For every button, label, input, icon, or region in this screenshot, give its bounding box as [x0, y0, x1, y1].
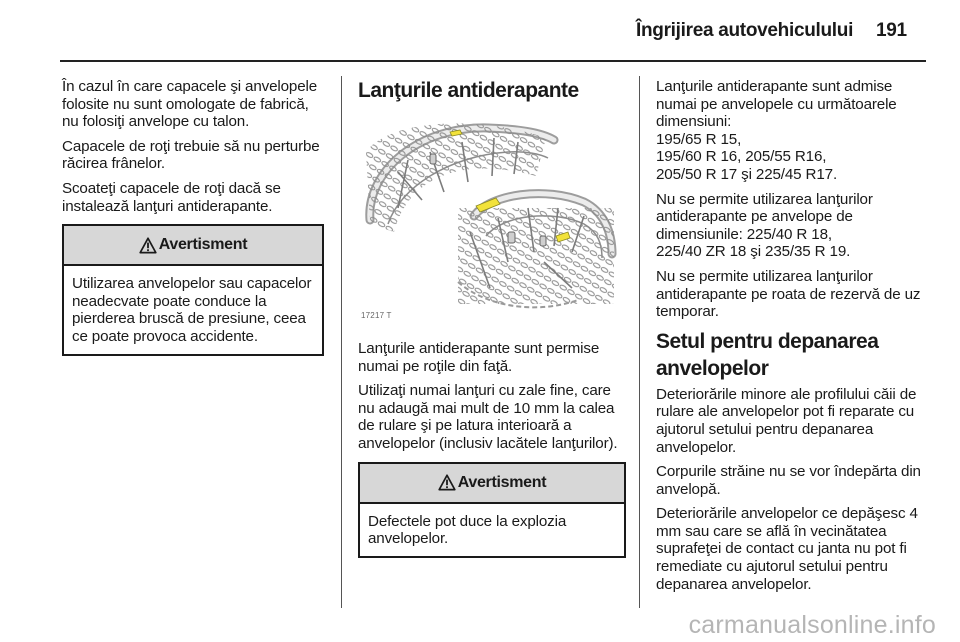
text-line: 225/40 ZR 18 şi 235/35 R 19. [656, 243, 851, 261]
watermark: carmanualsonline.info [688, 611, 936, 639]
paragraph: Deteriorările anvelopelor ce depăşesc 4 mm sau care se află în vecinătatea suprafeţei de contact cu janta nu pot fi remediate cu ajutorul setului pentru depanarea anvelopelor. [656, 505, 918, 593]
column-3 [656, 78, 928, 600]
column-divider-1 [341, 76, 342, 608]
column-divider-2 [639, 76, 640, 608]
column-2 [358, 78, 626, 558]
warning-text: Utilizarea anvelopelor sau capacelor neadecvate poate conduce la pierderea bruscă de presiune, ceea ce poate provoca accidente. [72, 275, 312, 345]
paragraph [656, 78, 928, 184]
warning-title: Avertisment [457, 473, 547, 491]
text-line: 195/65 R 15, [656, 130, 742, 148]
page-number: 191 [876, 20, 907, 41]
warning-triangle-icon [438, 474, 456, 491]
warning-triangle-icon [139, 237, 157, 254]
paragraph: Capacele de roţi trebuie să nu perturbe răcirea frânelor. [62, 137, 320, 173]
text-line: Nu se permite utilizarea lanţurilor antiderapante pe anvelope de dimensiunile: 225/40 R 18, [656, 190, 873, 243]
section-heading: Setul pentru depanarea anvelopelor [656, 329, 879, 380]
header-title: Îngrijirea autovehiculului [636, 20, 854, 41]
warning-title: Avertisment [158, 236, 248, 254]
warning-box [62, 224, 324, 355]
section-heading: Lanţurile antiderapante [358, 79, 579, 102]
warning-box [358, 462, 626, 558]
snow-chains-illustration [358, 112, 620, 324]
paragraph [656, 191, 928, 261]
warning-header [64, 226, 322, 266]
text-line: 195/60 R 16, 205/55 R16, [656, 148, 827, 166]
snow-chains-drawing [358, 112, 620, 324]
paragraph: În cazul în care capacele şi anvelopele folosite nu sunt omologate de fabrică, nu folosiţi anvelope cu talon. [62, 78, 318, 131]
paragraph: Utilizaţi numai lanţuri cu zale fine, care nu adaugă mai mult de 10 mm la calea de rulare şi pe latura interioară a anvelopelor (inclusiv lacătele lanţurilor). [358, 382, 618, 452]
text-line: 205/50 R 17 şi 225/45 R17. [656, 165, 838, 183]
column-1 [62, 78, 324, 356]
paragraph: Corpurile străine nu se vor îndepărta din anvelopă. [656, 463, 921, 498]
text-line: Lanţurile antiderapante sunt admise numai pe anvelopele cu următoarele dimensiuni: [656, 78, 897, 131]
paragraph: Lanţurile antiderapante sunt permise numai pe roţile din faţă. [358, 340, 600, 375]
figure-number: 17217 T [361, 311, 392, 320]
paragraph: Scoateţi capacele de roţi dacă se instalează lanţuri antiderapante. [62, 179, 281, 215]
paragraph: Deteriorările minore ale profilului căii de rulare ale anvelopelor pot fi reparate cu ajutorul setului pentru depanarea anvelopelor. [656, 385, 917, 456]
warning-header [360, 464, 624, 504]
warning-text: Defectele pot duce la explozia anvelopelor. [368, 512, 567, 548]
paragraph: Nu se permite utilizarea lanţurilor antiderapante pe roata de rezervă de uz temporar. [656, 267, 921, 321]
header-rule [60, 60, 926, 62]
